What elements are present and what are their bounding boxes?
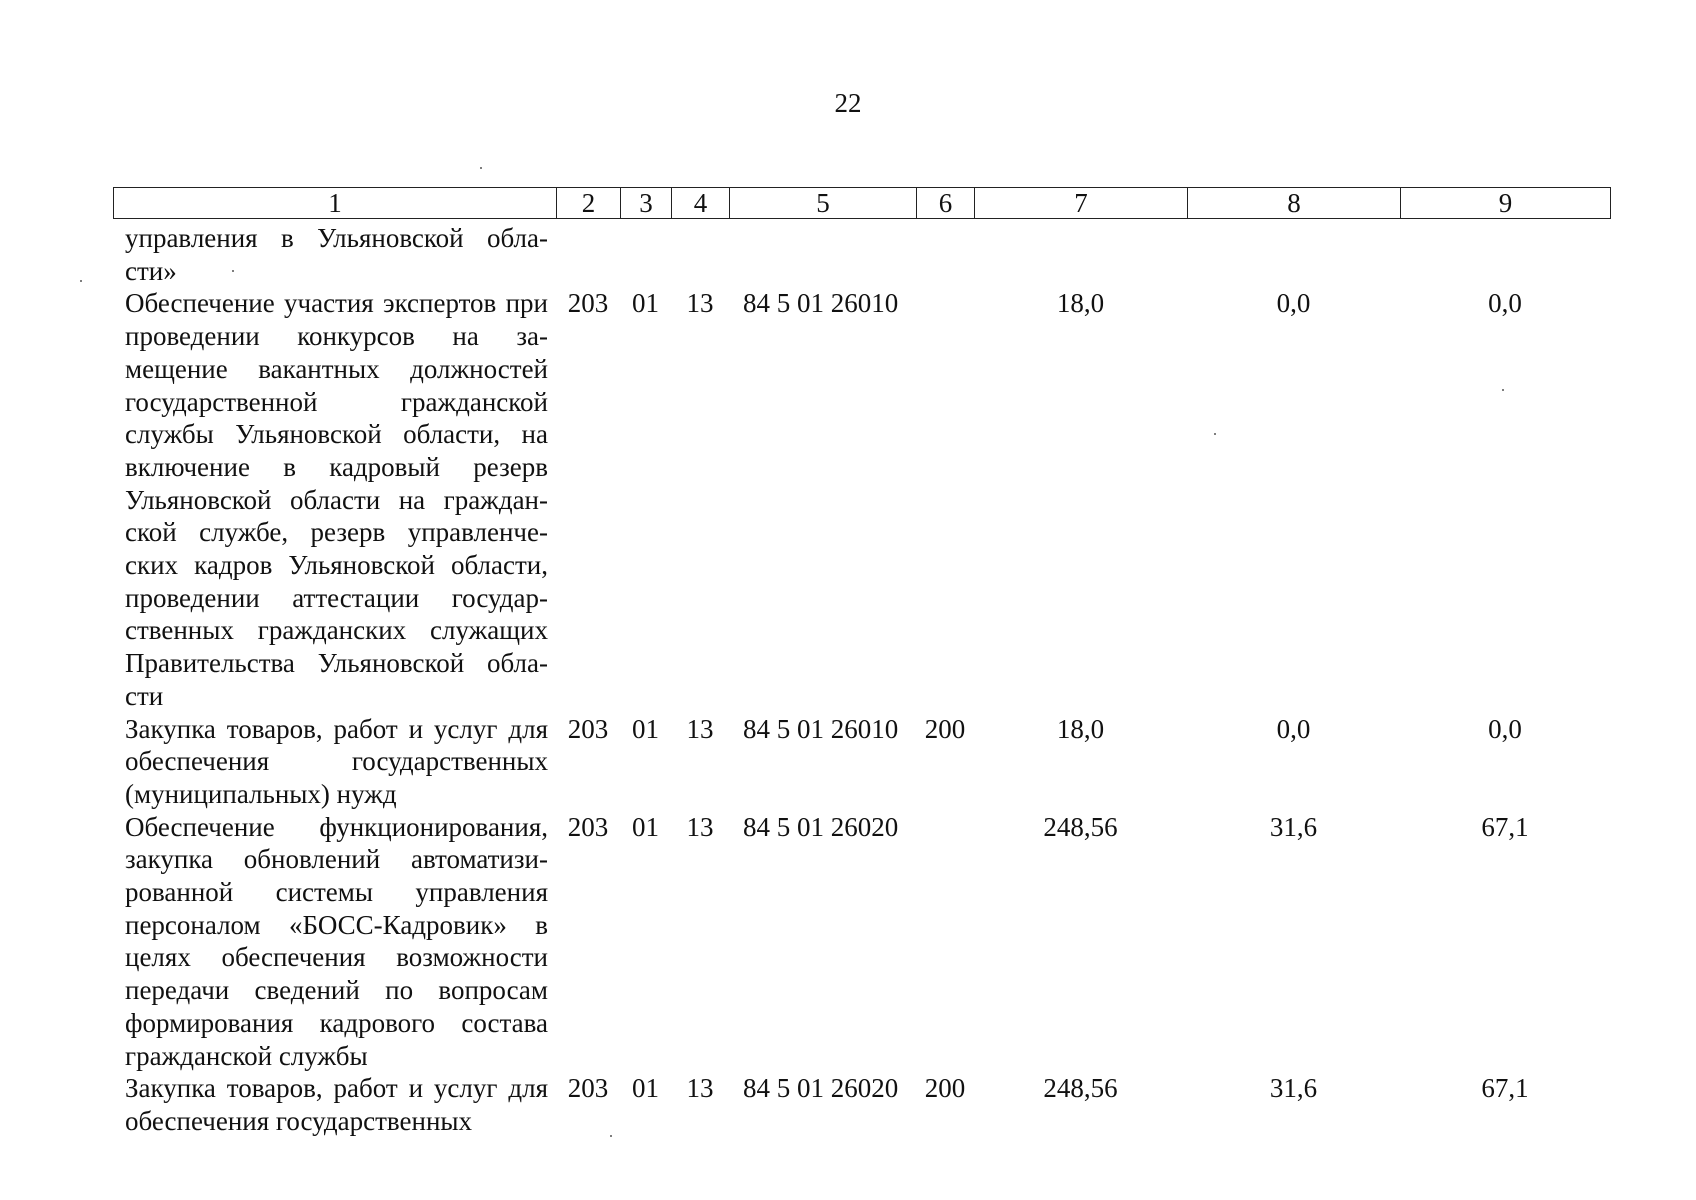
scan-speck [80, 280, 82, 282]
row-cell-c4 [671, 222, 729, 287]
table-row [113, 287, 1610, 712]
row-cell-c2: 203 [567, 288, 609, 319]
row-cell-c3 [620, 222, 671, 287]
row-cell-c8: 31,6 [1269, 1073, 1318, 1104]
row-cell-c5: 84 5 01 26010 [743, 288, 899, 319]
row-cell-c7: 248,56 [1043, 1073, 1118, 1104]
row-cell-c5 [729, 222, 916, 287]
header-col-9: 9 [1401, 188, 1611, 219]
row-cell-c6: 200 [924, 1073, 966, 1104]
row-cell-c6 [916, 811, 974, 1073]
row-cell-c9: 0,0 [1488, 288, 1522, 319]
row-name: Обеспечение функционирования, закупка обновлений автоматизи-рованной системы управления персоналом «БОСС-Кадровик» в целях обеспечения возможности передачи сведений по вопросам формирования кадрового состава гражданской службы [125, 811, 548, 1071]
row-cell-c4: 13 [686, 288, 714, 319]
scan-speck [232, 270, 234, 272]
row-cell-c8 [1187, 222, 1400, 287]
row-cell-c2 [556, 222, 620, 287]
scan-speck [480, 167, 482, 169]
row-cell-c7: 248,56 [1043, 811, 1118, 842]
header-col-6: 6 [917, 188, 975, 219]
row-cell-c4: 13 [686, 713, 714, 744]
row-cell-c2: 203 [567, 1073, 609, 1104]
header-col-3: 3 [621, 188, 672, 219]
header-col-7: 7 [975, 188, 1188, 219]
row-cell-c3: 01 [632, 811, 659, 842]
header-col-1: 1 [114, 188, 557, 219]
row-cell-c5: 84 5 01 26020 [743, 811, 899, 842]
table-row [113, 713, 1610, 811]
row-cell-c6: 200 [924, 713, 966, 744]
row-cell-c3: 01 [632, 288, 659, 319]
row-cell-c2: 203 [567, 811, 609, 842]
header-col-8: 8 [1188, 188, 1401, 219]
row-cell-c5: 84 5 01 26020 [743, 1073, 899, 1104]
row-cell-c3: 01 [632, 1073, 659, 1104]
header-col-2: 2 [557, 188, 621, 219]
table-row [113, 1072, 1610, 1137]
row-cell-c9: 67,1 [1481, 1073, 1529, 1104]
row-name: управления в Ульяновской обла-сти» [125, 223, 548, 286]
header-col-4: 4 [672, 188, 730, 219]
header-col-5: 5 [730, 188, 917, 219]
row-cell-c9 [1400, 222, 1610, 287]
table-header [113, 187, 1611, 219]
row-cell-c6 [916, 287, 974, 712]
table-row [113, 222, 1610, 287]
row-cell-c7: 18,0 [1056, 288, 1105, 319]
row-cell-c7 [974, 222, 1187, 287]
row-cell-c6 [916, 222, 974, 287]
table-row [113, 811, 1610, 1073]
row-cell-c8: 0,0 [1276, 713, 1311, 744]
row-cell-c3: 01 [632, 713, 659, 744]
row-cell-c8: 31,6 [1269, 811, 1318, 842]
row-cell-c9: 0,0 [1488, 713, 1522, 744]
budget-table [113, 222, 1610, 1138]
row-name: Обеспечение участия экспертов при проведении конкурсов на за-мещение вакантных должностей государственной гражданской службы Ульяновской области, на включение в кадровый резерв Ульяновской области на граждан-ской службе, резерв управленче-ских кадров Ульяновской области, проведении аттестации государ-ственных гражданских служащих Правительства Ульяновской обла-сти [125, 288, 548, 711]
row-cell-c4: 13 [686, 811, 714, 842]
row-cell-c7: 18,0 [1056, 713, 1105, 744]
row-name: Закупка товаров, работ и услуг для обеспечения государственных [125, 1073, 548, 1136]
scan-speck [610, 1135, 612, 1137]
row-name: Закупка товаров, работ и услуг для обеспечения государственных (муниципальных) нужд [125, 713, 548, 809]
row-cell-c9: 67,1 [1481, 811, 1529, 842]
scan-speck [1502, 389, 1504, 391]
row-cell-c2: 203 [567, 713, 609, 744]
row-cell-c8: 0,0 [1276, 288, 1311, 319]
scan-speck [1214, 433, 1216, 435]
page-number: 22 [834, 88, 862, 118]
row-cell-c4: 13 [686, 1073, 714, 1104]
row-cell-c5: 84 5 01 26010 [743, 713, 899, 744]
